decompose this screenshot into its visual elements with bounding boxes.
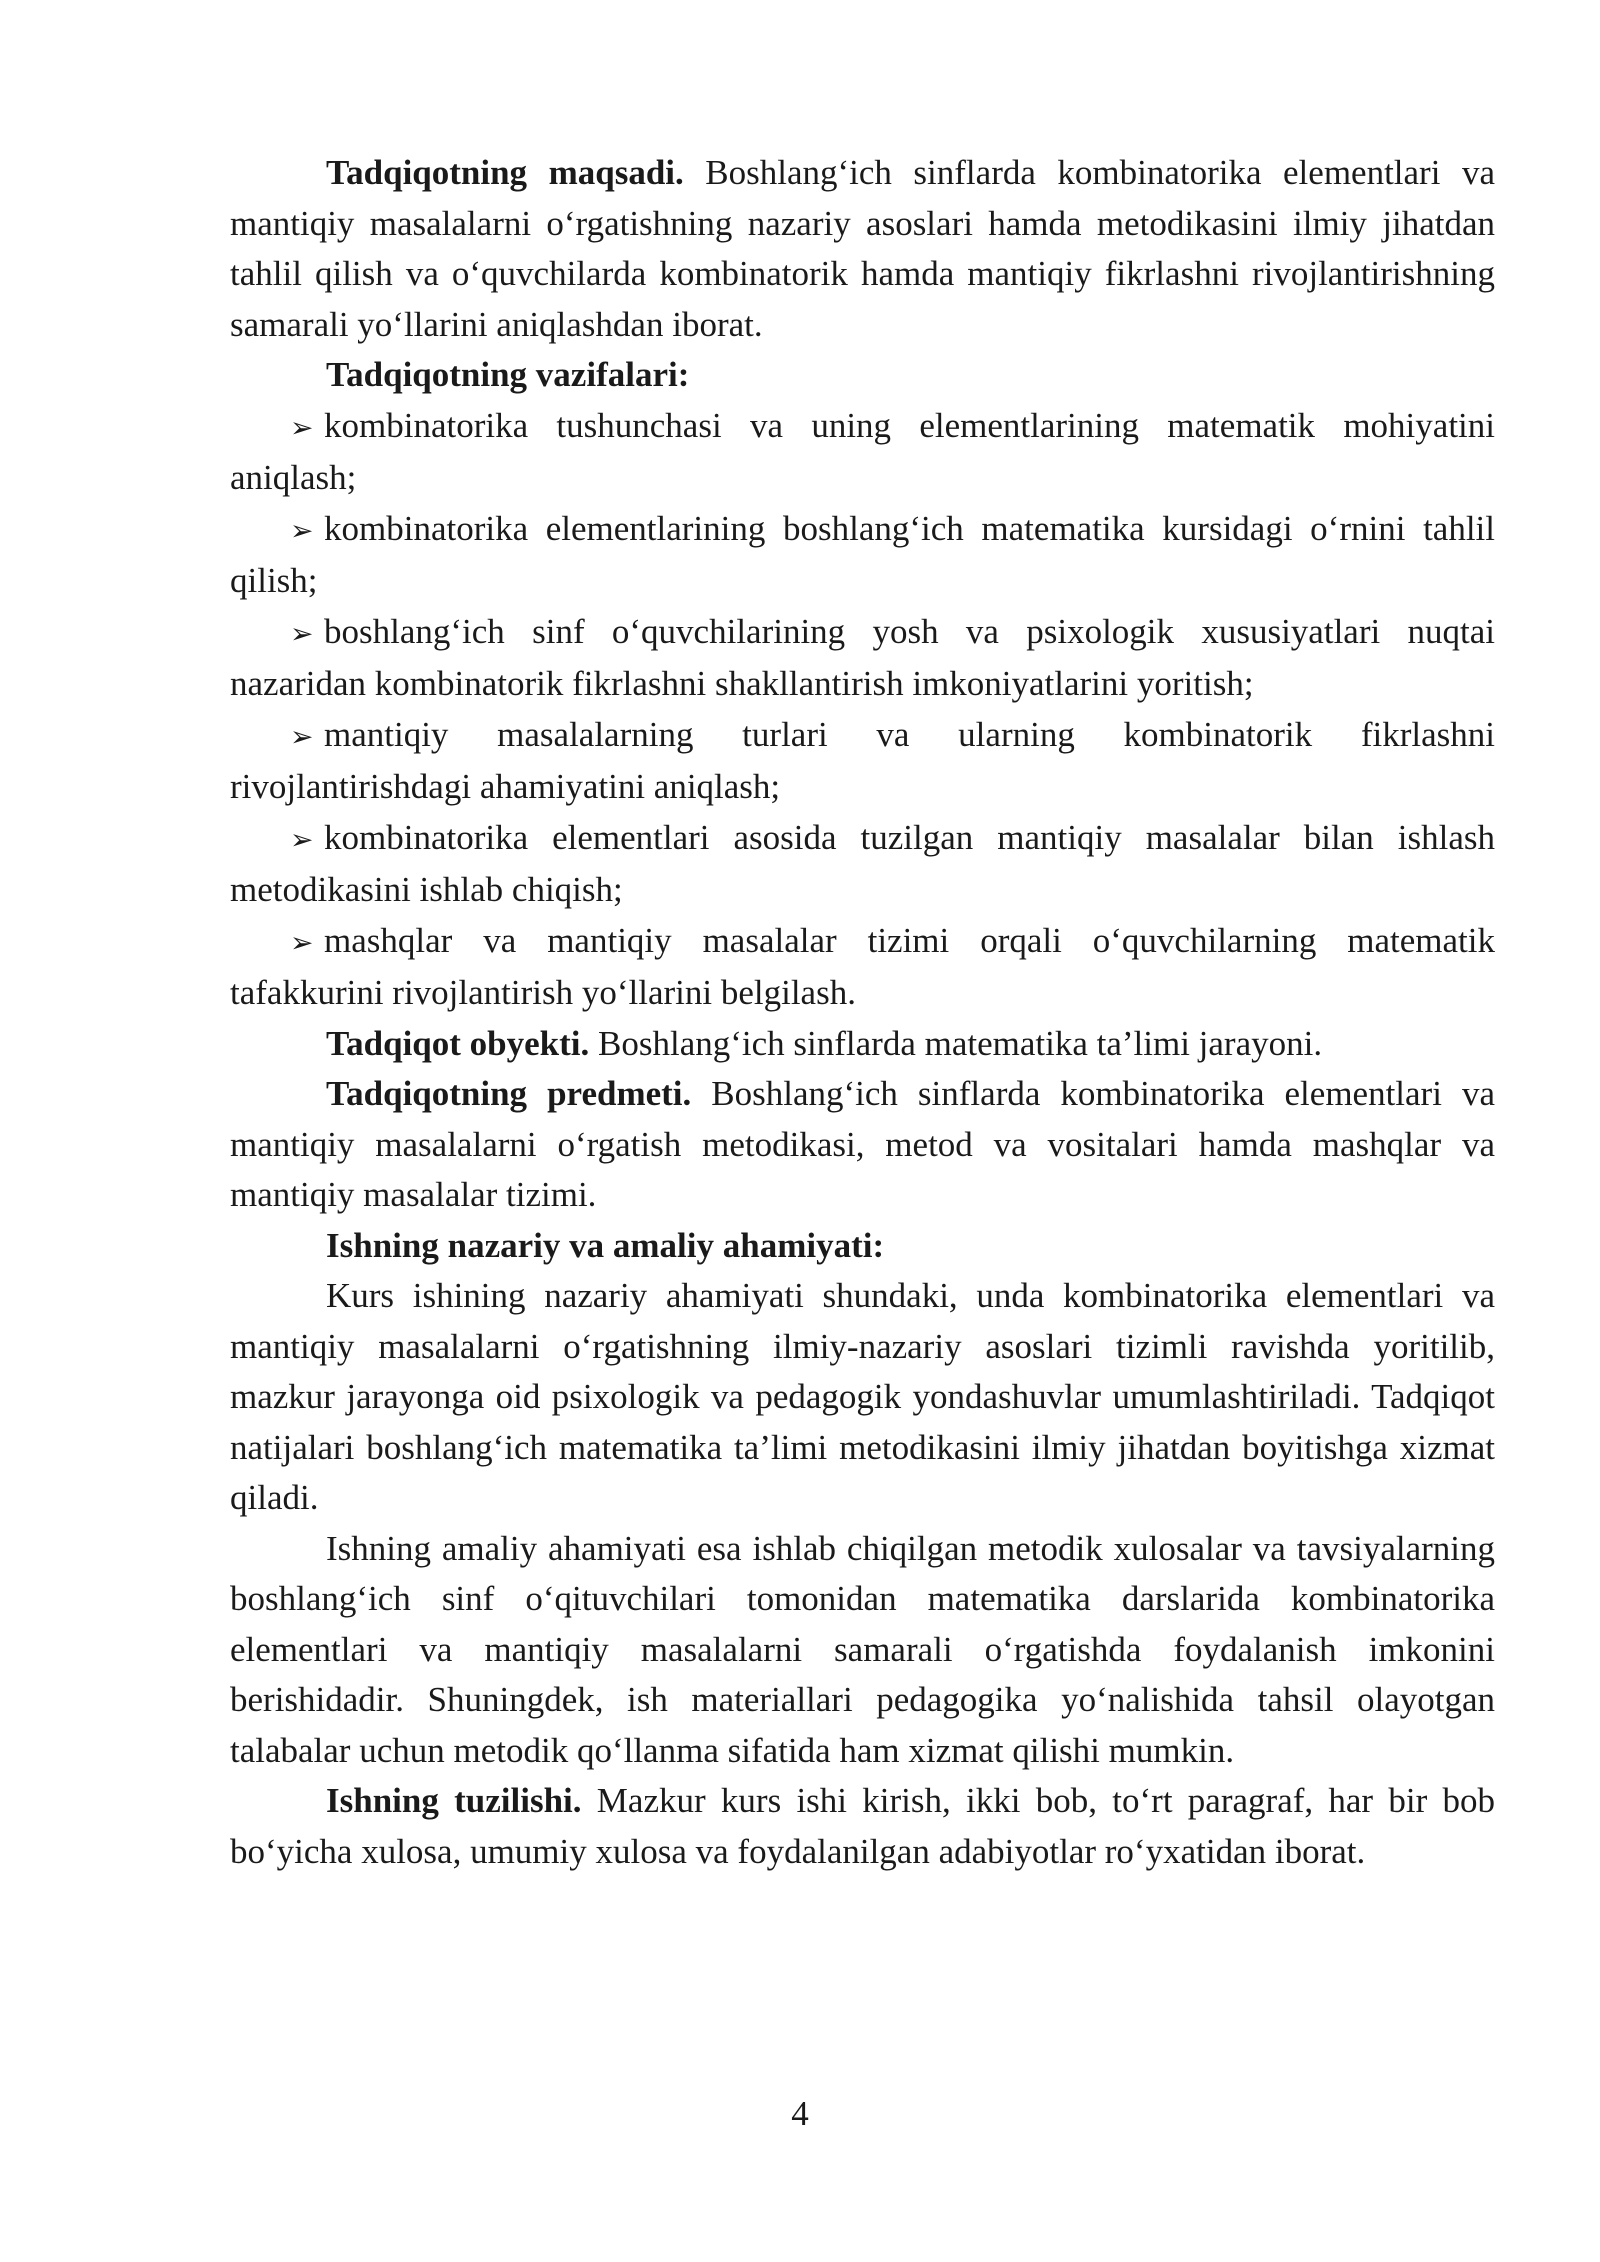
practical-significance-paragraph: Ishning amaliy ahamiyati esa ishlab chiqilgan metodik xulosalar va tavsiyalarning boshlang‘ich sinf o‘qituvchilari tomonidan matematika darslarida kombinatorika elementlari va mantiqiy masalalarni samarali o‘rgatishda foydalanish imkonini berishidadir. Shuningdek, ish materiallari pedagogika yo‘nalishida tahsil olayotgan talabalar uchun metodik qo‘llanma sifatida ham xizmat qilishi mumkin.: [230, 1528, 1495, 1770]
task-list-item: [230, 710, 1495, 813]
work-structure-text: Mazkur kurs ishi kirish, ikki bob, to‘rt paragraf, har bir bob bo‘yicha xulosa, umumiy xulosa va foydalanilgan adabiyotlar ro‘yxatidan iborat.: [230, 1781, 1496, 1871]
arrowhead-bullet-icon: ➢: [290, 410, 314, 444]
research-subject-text: Boshlang‘ich sinflarda kombinatorika elementlari va mantiqiy masalalarni o‘rgatish metodikasi, metod va vositalari hamda mashqlar va mantiqiy masalalar tizimi.: [230, 1074, 1495, 1214]
arrowhead-bullet-icon: ➢: [290, 925, 314, 959]
significance-heading: Ishning nazariy va amaliy ahamiyati:: [326, 1225, 885, 1265]
arrowhead-bullet-icon: ➢: [290, 822, 314, 856]
task-list-item: [230, 813, 1495, 916]
task-list-item: [230, 401, 1495, 504]
document-page: [230, 148, 1495, 1877]
theoretical-significance-paragraph: Kurs ishining nazariy ahamiyati shundaki, unda kombinatorika elementlari va mantiqiy masalalarni o‘rgatishning ilmiy-nazariy asoslari tizimli ravishda yoritilib, mazkur jarayonga oid psixologik va pedagogik yondashuvlar umumlashtiriladi. Tadqiqot natijalari boshlang‘ich matematika ta’limi metodikasini ilmiy jihatdan boyitishga xizmat qiladi.: [230, 1276, 1495, 1517]
task-list-item: [230, 504, 1495, 607]
task-text: kombinatorika elementlarining boshlang‘ich matematika kursidagi o‘rnini tahlil qilish;: [230, 508, 1495, 600]
task-list-item: [230, 916, 1495, 1019]
research-tasks-list: [230, 401, 1495, 1019]
task-text: mashqlar va mantiqiy masalalar tizimi orqali o‘quvchilarning matematik tafakkurini rivojlantirish yo‘llarini belgilash.: [230, 920, 1495, 1012]
task-list-item: [230, 607, 1495, 710]
task-text: mantiqiy masalalarning turlari va ularning kombinatorik fikrlashni rivojlantirishdagi ahamiyatini aniqlash;: [230, 714, 1495, 806]
task-text: kombinatorika elementlari asosida tuzilgan mantiqiy masalalar bilan ishlash metodikasini ishlab chiqish;: [230, 817, 1495, 909]
arrowhead-bullet-icon: ➢: [290, 719, 314, 753]
task-text: boshlang‘ich sinf o‘quvchilarining yosh va psixologik xususiyatlari nuqtai nazaridan kombinatorik fikrlashni shakllantirish imkoniyatlarini yoritish;: [230, 611, 1495, 703]
research-object-lead: Tadqiqot obyekti.: [326, 1023, 590, 1063]
research-subject-lead: Tadqiqotning predmeti.: [326, 1074, 692, 1113]
research-object-text: Boshlang‘ich sinflarda matematika ta’limi jarayoni.: [589, 1023, 1323, 1063]
arrowhead-bullet-icon: ➢: [290, 616, 314, 650]
arrowhead-bullet-icon: ➢: [290, 513, 314, 547]
research-tasks-heading: Tadqiqotning vazifalari:: [326, 355, 690, 394]
research-goal-paragraph: [230, 148, 1495, 350]
research-subject-paragraph: [230, 1069, 1495, 1221]
research-goal-text: Boshlang‘ich sinflarda kombinatorika elementlari va mantiqiy masalalarni o‘rgatishning nazariy asoslari hamda metodikasini ilmiy jihatdan tahlil qilish va o‘quvchilarda kombinatorik hamda mantiqiy fikrlashni rivojlantirishning samarali yo‘llarini aniqlashdan iborat.: [230, 153, 1495, 344]
task-text: kombinatorika tushunchasi va uning elementlarining matematik mohiyatini aniqlash;: [230, 405, 1495, 497]
research-object-paragraph: [230, 1019, 1495, 1070]
work-structure-paragraph: [230, 1776, 1495, 1877]
research-goal-lead: Tadqiqotning maqsadi.: [326, 153, 684, 192]
page-number: 4: [791, 2094, 809, 2133]
work-structure-lead: Ishning tuzilishi.: [326, 1781, 582, 1820]
